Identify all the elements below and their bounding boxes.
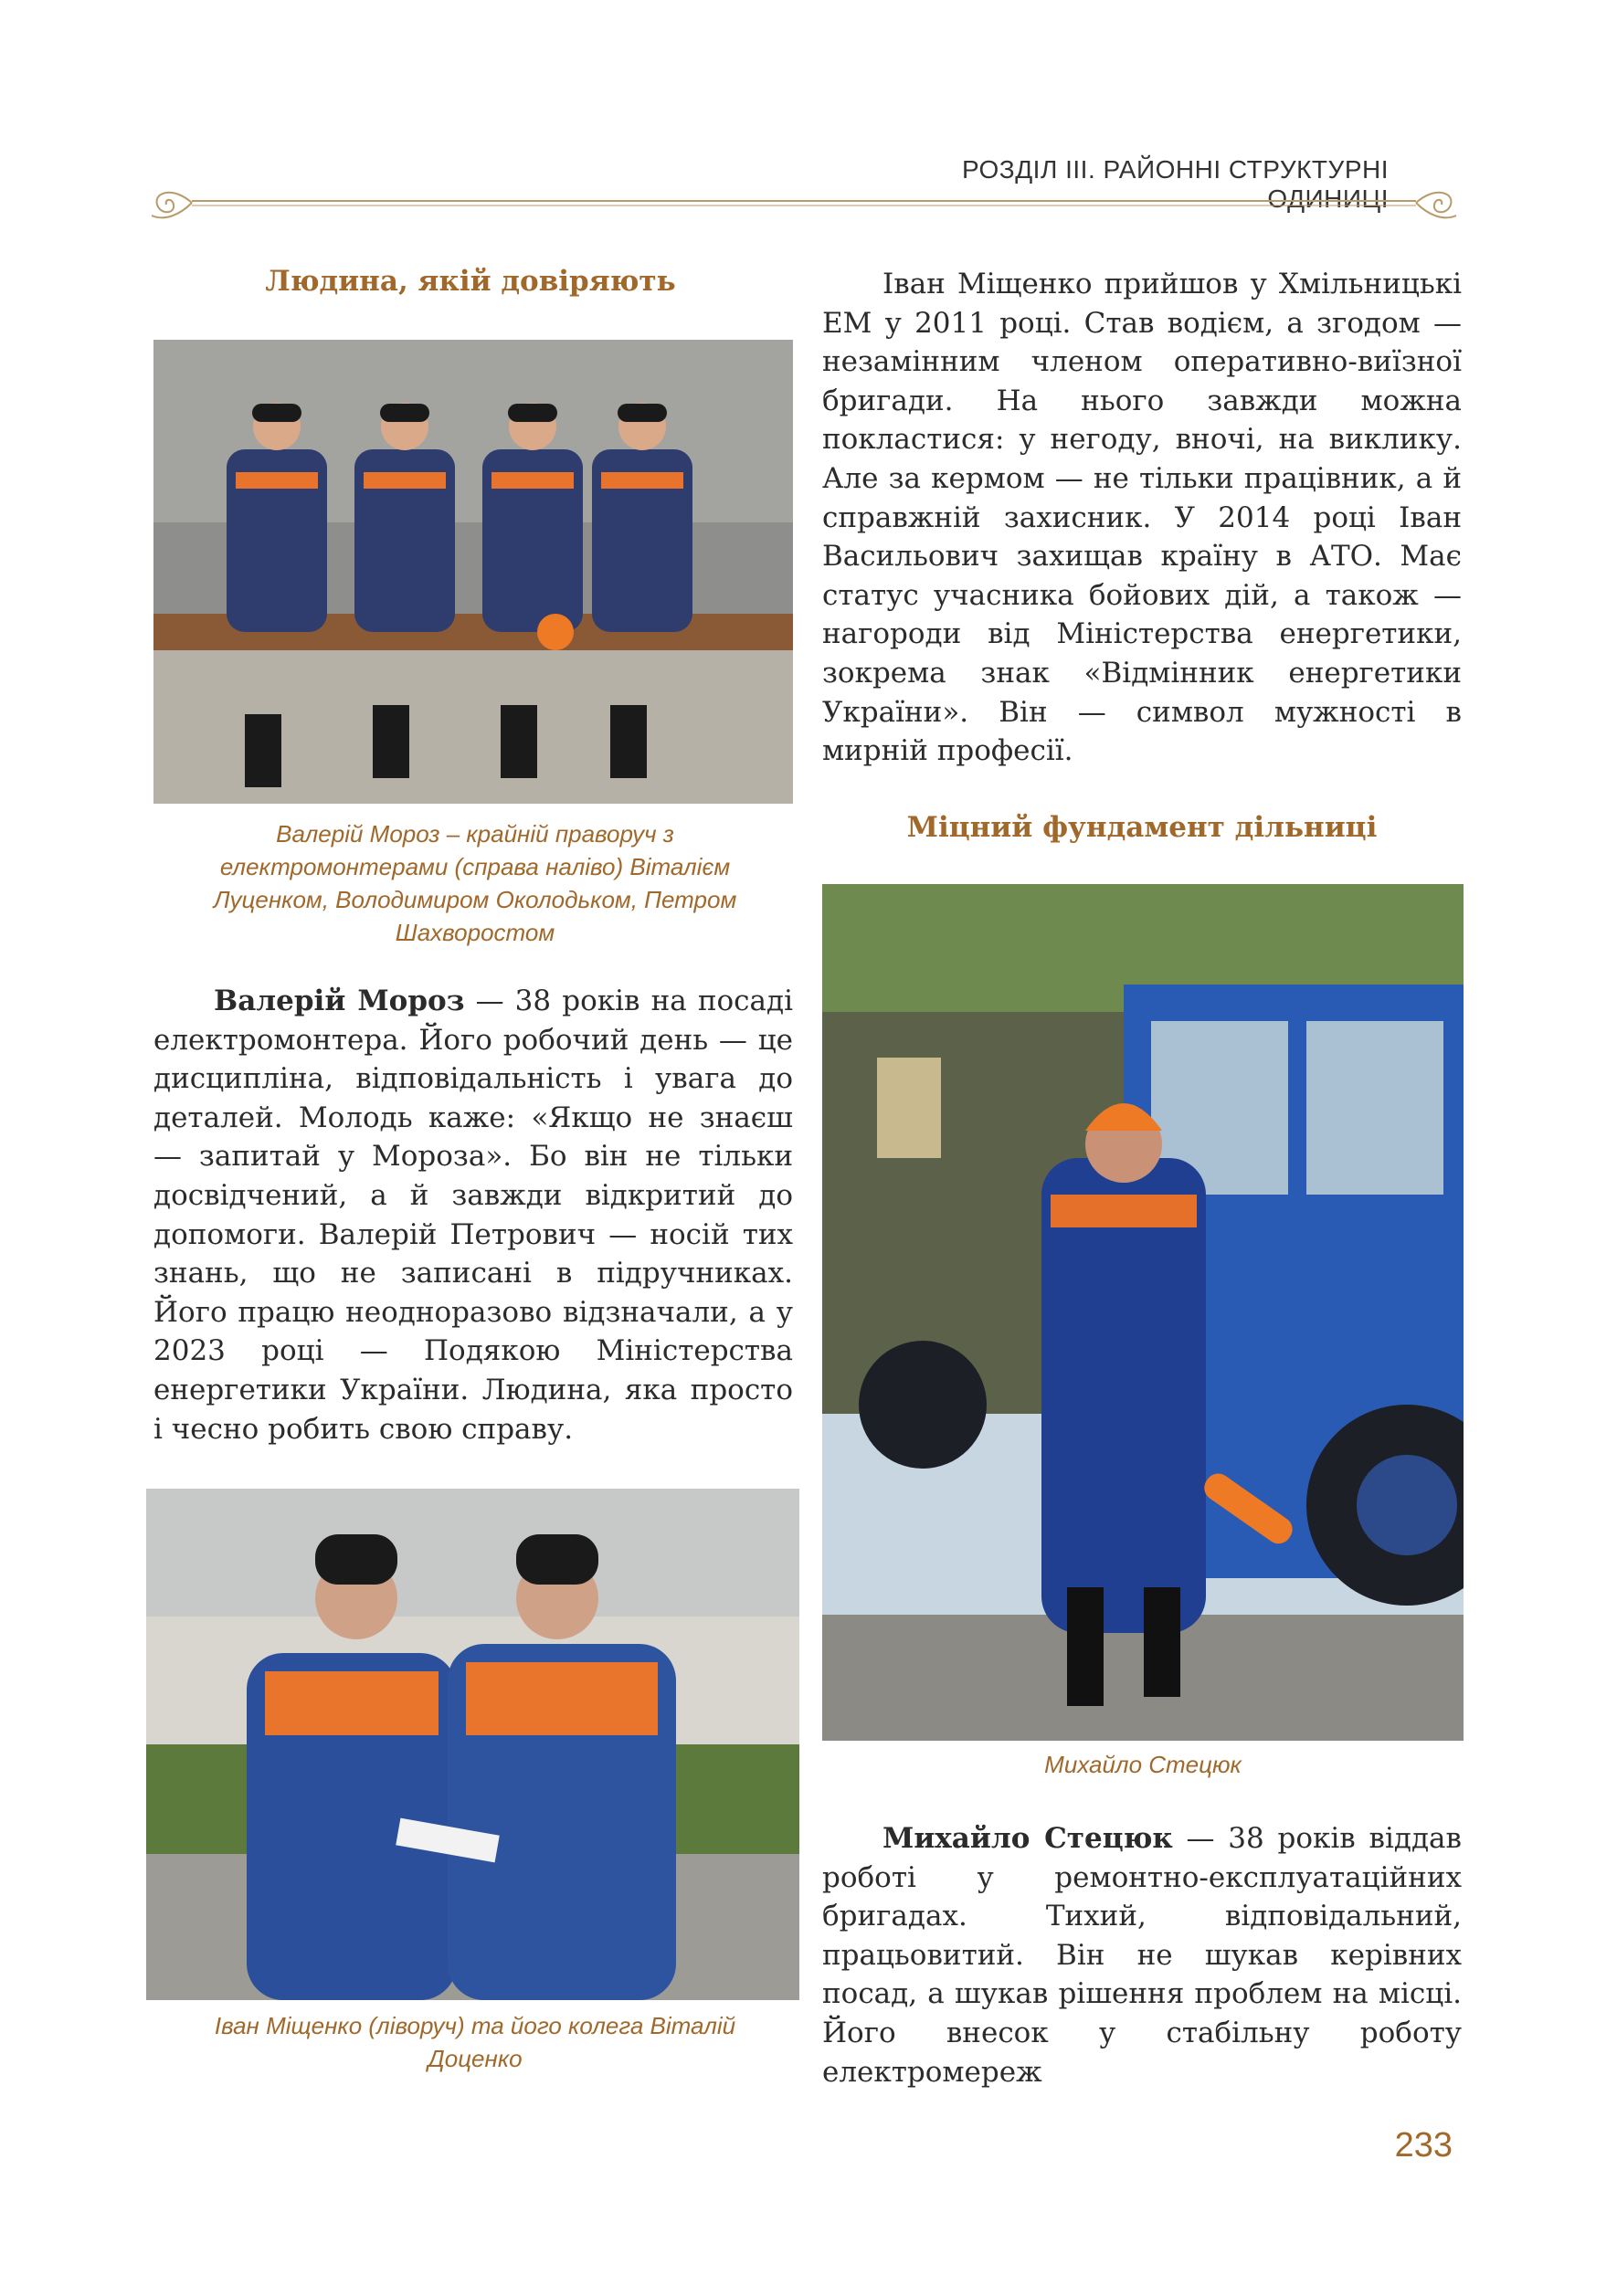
heading-strong-foundation: Міцний фундамент дільниці	[906, 811, 1378, 844]
section-title: РОЗДІЛ ІІІ. РАЙОННІ СТРУКТУРНІ ОДИНИЦІ	[961, 155, 1389, 213]
page-number: 233	[1394, 2126, 1453, 2164]
ornamental-rule	[146, 179, 1462, 225]
heading-trusted-person: Людина, якій довіряють	[265, 265, 676, 298]
photo-two-colleagues	[146, 1489, 799, 2000]
name-valerii-moroz: Валерій Мороз	[214, 985, 465, 1017]
caption-mykhailo-stetsiuk: Михайло Стецюк	[1044, 1751, 1242, 1778]
name-mykhailo-stetsiuk: Михайло Стецюк	[882, 1822, 1173, 1855]
paragraph-valerii-moroz: Валерій Мороз — 38 років на посаді електромонтера. Його робочий день — це дисципліна, відповідальність і увага до деталей. Молодь каже: «Якщо не знаєш — запитай у Мороза». Бо він не тільки досвідчений, а й завжди відкритий до допомоги. Валерій Петрович — носій тих знань, що не записані в підручниках. Його працю неодноразово відзначали, а у 2023 році — Подякою Міністерства енергетики України. Людина, яка просто і чесно робить свою справу.	[153, 985, 794, 1446]
caption-two-colleagues: Іван Міщенко (ліворуч) та його колега Віталій Доценко	[214, 2012, 736, 2072]
paragraph-ivan-mishchenko: Іван Міщенко прийшов у Хмільницькі ЕМ у 2011 році. Став водієм, а згодом — незамінним членом оперативно-виїзної бригади. На нього завжди можна покластися: у негоду, вночі, на виклику. Але за кермом — не тільки працівник, а й справжній захисник. У 2014 році Іван Васильович захищав країну в АТО. Має статус учасника бойових дій, а також — нагороди від Міністерства енергетики, зокрема знак «Відмінник енергетики України». Він — символ мужності в мирній професії.	[822, 268, 1462, 768]
photo-mykhailo-stetsiuk	[822, 884, 1464, 1741]
photo-four-electricians	[153, 340, 793, 804]
paragraph-mykhailo-stetsiuk: Михайло Стецюк — 38 років віддав роботі у ремонтно-експлуатаційних бригадах. Тихий, відповідальний, працьовитий. Він не шукав керівних посад, а шукав рішення проблем на місці. Його внесок у стабільну роботу електромереж	[822, 1822, 1462, 2089]
caption-four-electricians: Валерій Мороз – крайній праворуч з електромонтерами (справа наліво) Віталієм Луценком, Володимиром Околодьком, Петром Шахворостом	[213, 820, 737, 946]
